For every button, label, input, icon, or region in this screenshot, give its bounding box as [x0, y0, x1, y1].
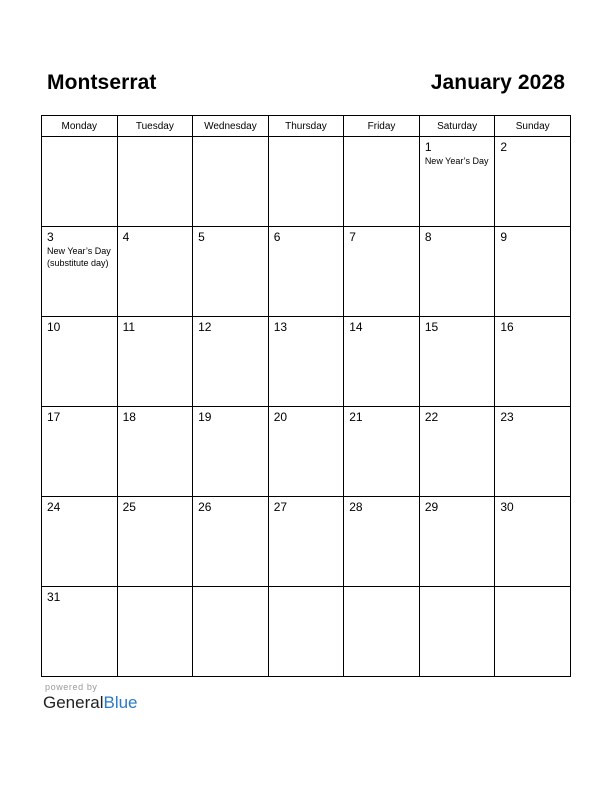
weekday-header: Monday — [42, 116, 118, 137]
day-cell — [419, 587, 495, 677]
day-cell — [117, 137, 193, 227]
brand-name-blue: Blue — [103, 693, 138, 712]
day-number: 24 — [47, 500, 61, 514]
day-cell — [495, 407, 571, 497]
day-cell — [117, 587, 193, 677]
brand-name-general: General — [43, 693, 104, 712]
day-number: 11 — [122, 320, 136, 334]
weekday-header: Saturday — [419, 116, 495, 137]
week-row — [42, 587, 571, 677]
day-number: 23 — [500, 410, 514, 424]
day-number: 9 — [500, 230, 508, 244]
day-number: 28 — [349, 500, 363, 514]
day-number: 21 — [349, 410, 363, 424]
holiday-label: New Year’s Day (substitute day) — [47, 246, 111, 268]
day-number: 19 — [198, 410, 212, 424]
country-title: Montserrat — [47, 71, 157, 94]
weekday-header: Friday — [344, 116, 420, 137]
day-cell — [495, 317, 571, 407]
week-row — [42, 317, 571, 407]
day-cell — [193, 227, 269, 317]
branding — [43, 682, 138, 713]
day-cell — [419, 497, 495, 587]
day-cell — [495, 587, 571, 677]
day-number: 30 — [500, 500, 514, 514]
day-number: 27 — [273, 500, 288, 514]
day-cell — [42, 317, 118, 407]
day-number: 2 — [500, 140, 508, 154]
day-cell — [193, 137, 269, 227]
day-cell — [268, 137, 344, 227]
day-cell — [117, 317, 193, 407]
week-row — [42, 137, 571, 227]
weekday-header: Thursday — [268, 116, 344, 137]
day-cell — [117, 407, 193, 497]
day-number: 20 — [273, 410, 288, 424]
day-number: 15 — [424, 320, 439, 334]
day-cell — [268, 587, 344, 677]
powered-by-text: powered by — [45, 682, 98, 692]
day-number: 14 — [349, 320, 363, 334]
day-cell — [42, 497, 118, 587]
weekday-header: Sunday — [495, 116, 571, 137]
day-number: 16 — [500, 320, 514, 334]
calendar-grid — [41, 115, 571, 677]
day-cell — [344, 497, 420, 587]
day-number: 1 — [424, 140, 432, 154]
weekday-header: Wednesday — [193, 116, 269, 137]
day-number: 13 — [273, 320, 288, 334]
day-number: 29 — [424, 500, 439, 514]
day-cell — [117, 497, 193, 587]
day-number: 18 — [122, 410, 136, 424]
day-cell — [268, 227, 344, 317]
weekday-header: Tuesday — [117, 116, 193, 137]
day-cell — [344, 587, 420, 677]
day-cell — [419, 227, 495, 317]
day-number: 26 — [198, 500, 212, 514]
day-number: 8 — [424, 230, 432, 244]
day-cell — [495, 497, 571, 587]
day-cell — [42, 587, 118, 677]
day-cell — [344, 317, 420, 407]
day-number: 17 — [47, 410, 61, 424]
day-number: 22 — [424, 410, 439, 424]
day-number: 4 — [122, 230, 130, 244]
day-cell — [268, 407, 344, 497]
day-cell — [419, 137, 495, 227]
day-cell — [42, 407, 118, 497]
day-cell — [344, 227, 420, 317]
day-cell — [495, 137, 571, 227]
day-cell — [117, 227, 193, 317]
day-cell — [344, 137, 420, 227]
brand-logo[interactable] — [43, 693, 138, 713]
day-number: 31 — [47, 590, 61, 604]
day-cell — [193, 317, 269, 407]
day-cell — [193, 497, 269, 587]
day-cell — [42, 137, 118, 227]
day-number: 10 — [47, 320, 61, 334]
day-cell — [344, 407, 420, 497]
day-cell — [268, 497, 344, 587]
week-row — [42, 227, 571, 317]
week-row — [42, 407, 571, 497]
day-cell — [495, 227, 571, 317]
day-cell — [268, 317, 344, 407]
day-number: 12 — [198, 320, 212, 334]
day-number: 3 — [47, 230, 54, 244]
week-row — [42, 497, 571, 587]
day-number: 25 — [122, 500, 136, 514]
day-number: 7 — [349, 230, 356, 244]
day-cell — [42, 227, 118, 317]
day-cell — [193, 407, 269, 497]
month-title: January 2028 — [430, 71, 565, 94]
day-number: 6 — [273, 230, 281, 244]
weekday-header-row — [42, 116, 571, 137]
day-cell — [419, 407, 495, 497]
holiday-label: New Year’s Day — [424, 156, 489, 166]
day-number: 5 — [198, 230, 205, 244]
day-cell — [193, 587, 269, 677]
day-cell — [419, 317, 495, 407]
